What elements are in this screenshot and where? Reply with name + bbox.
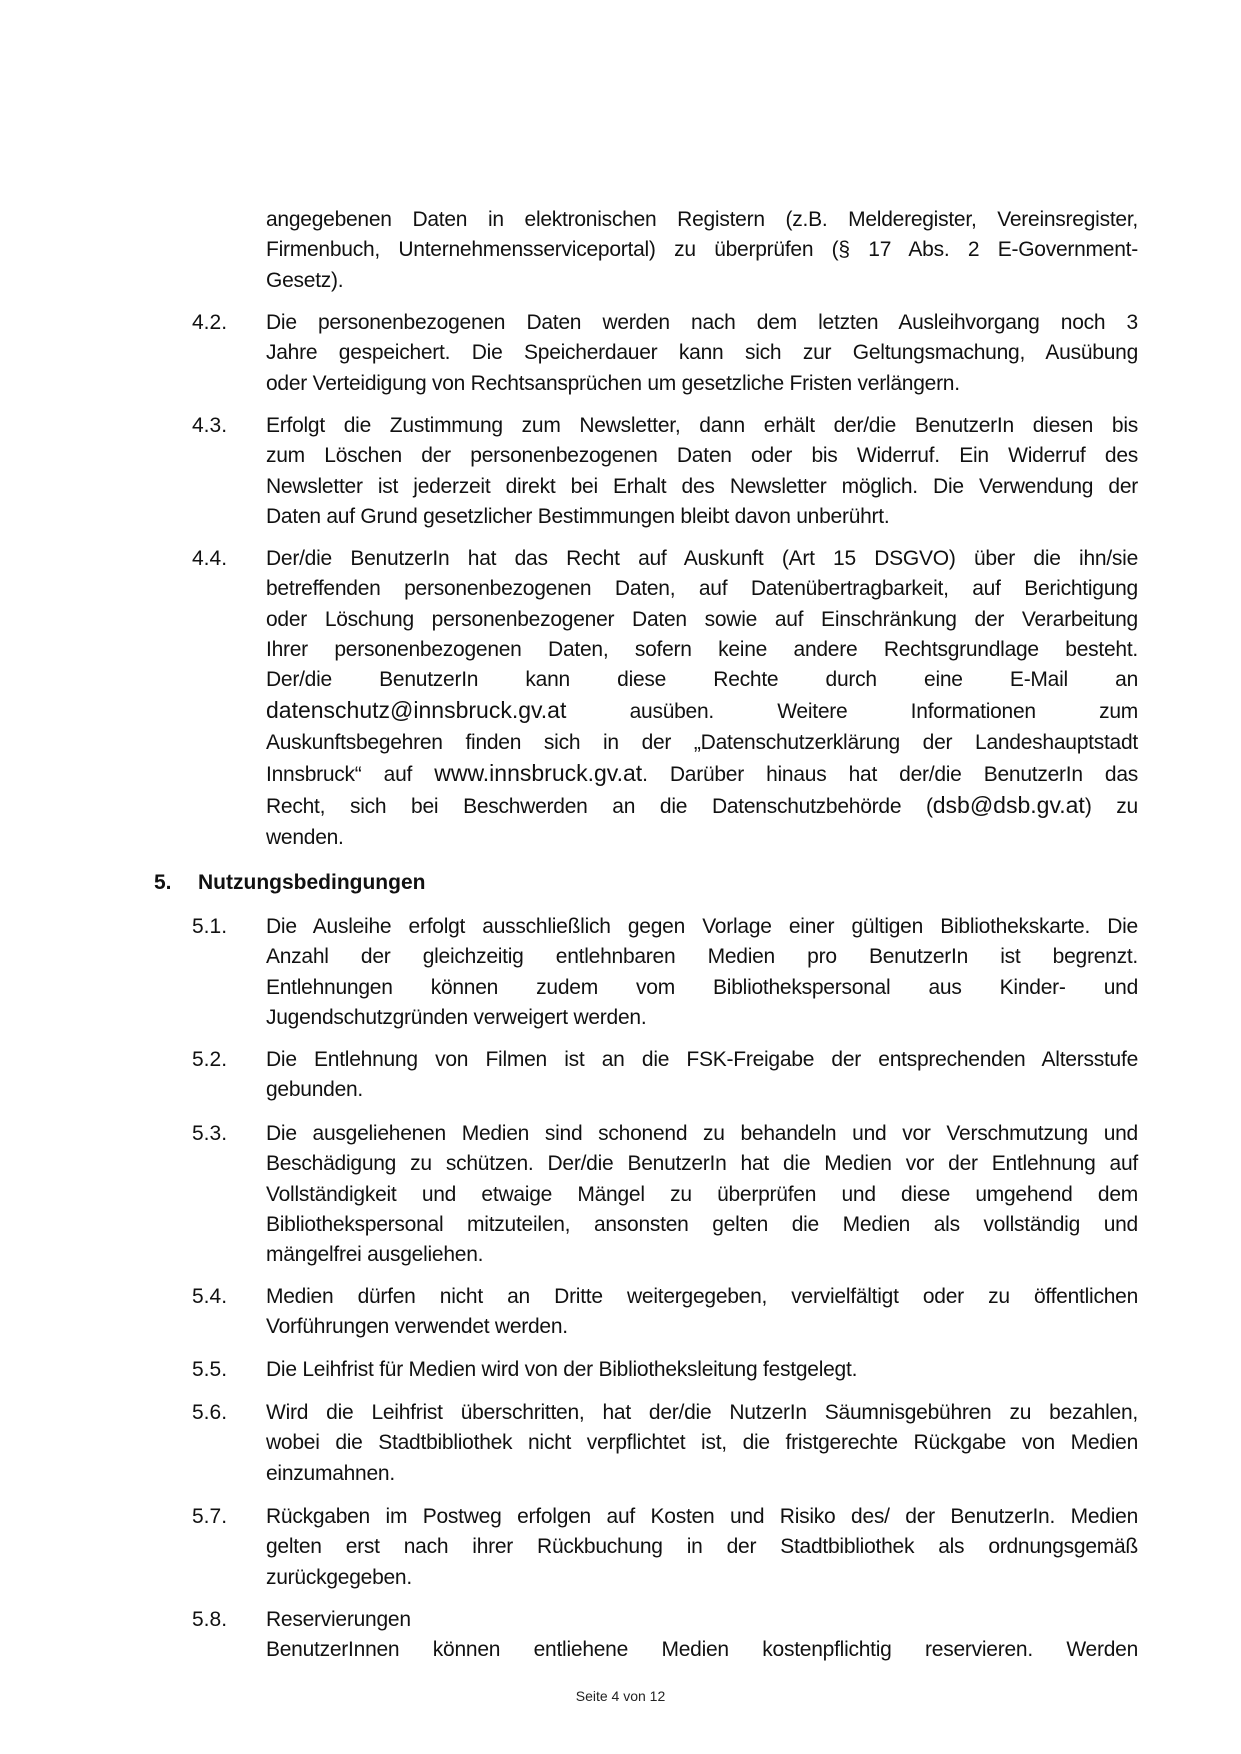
text-line [266,758,1138,790]
text-segment: mängelfrei ausgeliehen. [266,1243,484,1267]
text-line [266,441,1138,471]
text-segment: Erfolgt die Zustimmung zum Newsletter, dann erhält der/die BenutzerIn diesen bis [266,414,1138,437]
text-line [266,1282,1138,1312]
paragraph-lines [266,1045,1138,1106]
text-line [266,635,1138,665]
text-line [266,1428,1138,1458]
text-segment: Vollständigkeit und etwaige Mängel zu überprüfen und diese umgehend dem [266,1182,1138,1206]
text-segment: angegebenen Daten in elektronischen Registern (z.B. Melderegister, Vereinsregister, [266,208,1138,231]
text-line [266,1605,1138,1635]
text-segment: Auskunftsbegehren finden sich in der „Datenschutzerklärung der Landeshauptstadt [266,730,1138,754]
paragraph-lines [266,205,1138,296]
text-line [266,695,1138,727]
paragraph-lines [266,1605,1138,1666]
paragraph-number: 5.3. [192,1122,228,1145]
text-segment: Die ausgeliehenen Medien sind schonend zu behandeln und vor Verschmutzung und [266,1122,1138,1145]
text-line [266,1312,1138,1342]
text-line [266,912,1138,942]
paragraph-number: 5.8. [192,1608,228,1631]
text-segment: Jugendschutzgründen verweigert werden. [266,1005,647,1029]
text-line [266,1355,1138,1385]
text-line [266,1003,1138,1033]
text-segment: Die Leihfrist für Medien wird von der Bibliotheksleitung festgelegt. [266,1358,858,1381]
text-line [266,266,1138,296]
paragraph-number: 5.2. [192,1048,228,1071]
text-line [266,1532,1138,1562]
paragraph-number: 4.2. [192,311,228,334]
text-segment: oder Verteidigung von Rechtsansprüchen um gesetzliche Fristen verlängern. [266,371,960,395]
text-line [266,235,1138,265]
text-segment: wobei die Stadtbibliothek nicht verpflichtet ist, die fristgerechte Rückgabe von Medien [266,1431,1138,1455]
text-line [266,1119,1138,1149]
text-line [266,205,1138,235]
text-segment: Die Entlehnung von Filmen ist an die FSK-Freigabe der entsprechenden Altersstufe [266,1048,1138,1071]
paragraph-number: 4.3. [192,414,228,437]
page-footer: Seite 4 von 12 [575,1688,666,1704]
text-segment: Recht, sich bei Beschwerden an die Datenschutzbehörde ( [266,795,933,819]
link-text[interactable]: datenschutz@innsbruck.gv.at [266,697,567,724]
text-line [266,790,1138,822]
text-segment: ) zu [1084,795,1138,819]
link-text[interactable]: www.innsbruck.gv.at [434,760,643,787]
text-segment: Innsbruck“ auf [266,763,435,787]
text-segment: Beschädigung zu schützen. Der/die BenutzerIn hat die Medien vor der Entlehnung auf [266,1152,1138,1176]
paragraph-lines [266,1119,1138,1270]
text-segment: wenden. [266,825,344,849]
paragraph-lines [266,308,1138,399]
text-segment: oder Löschung personenbezogener Daten sowie auf Einschränkung der Verarbeitung [266,607,1138,631]
paragraph-number: 5.7. [192,1505,228,1528]
text-segment: ausüben. Weitere Informationen zum [566,700,1138,724]
text-line [266,1635,1138,1665]
text-line [266,1502,1138,1532]
text-line [266,1210,1138,1240]
text-segment: Firmenbuch, Unternehmensserviceportal) zu überprüfen (§ 17 Abs. 2 E-Government- [266,238,1138,262]
text-line [266,1563,1138,1593]
text-line [266,973,1138,1003]
text-line [266,338,1138,368]
text-segment: Bibliothekspersonal mitzuteilen, ansonsten gelten die Medien als vollständig und [266,1212,1138,1236]
text-segment: Entlehnungen können zudem vom Bibliothekspersonal aus Kinder- und [266,975,1138,999]
text-line [266,942,1138,972]
paragraph-lines [266,1282,1138,1343]
text-segment: Wird die Leihfrist überschritten, hat der/die NutzerIn Säumnisgebühren zu bezahlen, [266,1401,1138,1424]
paragraph-lines [266,912,1138,1033]
text-segment: Vorführungen verwendet werden. [266,1315,568,1339]
text-segment: Ihrer personenbezogenen Daten, sofern keine andere Rechtsgrundlage besteht. [266,637,1138,661]
text-line [266,605,1138,635]
text-segment: Jahre gespeichert. Die Speicherdauer kann sich zur Geltungsmachung, Ausübung [266,341,1138,365]
paragraph-lines [266,1355,1138,1385]
text-segment: Medien dürfen nicht an Dritte weitergegeben, vervielfältigt oder zu öffentlichen [266,1285,1138,1308]
paragraph-number: 5.1. [192,915,228,938]
paragraph-lines [266,1502,1138,1593]
text-line [266,1045,1138,1075]
text-line [266,823,1138,853]
text-line [266,411,1138,441]
paragraph-lines [266,411,1138,532]
text-segment: BenutzerInnen können entliehene Medien kostenpflichtig reservieren. Werden [266,1638,1138,1662]
text-segment: Daten auf Grund gesetzlicher Bestimmungen bleibt davon unberührt. [266,504,890,528]
text-segment: betreffenden personenbezogenen Daten, auf Datenübertragbarkeit, auf Berichtigung [266,577,1138,601]
text-segment: Reservierungen [266,1608,411,1631]
paragraph-number: 5.6. [192,1401,228,1424]
link-text[interactable]: dsb@dsb.gv.at [932,792,1085,819]
text-line [266,1180,1138,1210]
text-line [266,665,1138,695]
paragraph-number: 5.4. [192,1285,228,1308]
text-segment: gelten erst nach ihrer Rückbuchung in der Stadtbibliothek als ordnungsgemäß [266,1535,1138,1559]
text-segment: Die personenbezogenen Daten werden nach dem letzten Ausleihvorgang noch 3 [266,311,1138,334]
text-segment: gebunden. [266,1078,364,1102]
text-segment: Newsletter ist jederzeit direkt bei Erhalt des Newsletter möglich. Die Verwendung der [266,474,1138,498]
text-segment: Gesetz). [266,268,344,292]
text-segment: zurückgegeben. [266,1565,412,1589]
section-number: 5. [154,871,172,894]
text-segment: Der/die BenutzerIn hat das Recht auf Auskunft (Art 15 DSGVO) über die ihn/sie [266,547,1138,570]
text-segment: einzumahnen. [266,1461,395,1485]
text-segment: Der/die BenutzerIn kann diese Rechte durch eine E-Mail an [266,668,1138,692]
text-line [266,728,1138,758]
text-segment: zum Löschen der personenbezogenen Daten oder bis Widerruf. Ein Widerruf des [266,444,1138,468]
text-line [266,369,1138,399]
text-line [266,1149,1138,1179]
paragraph-number: 5.5. [192,1358,228,1381]
text-segment: Die Ausleihe erfolgt ausschließlich gegen Vorlage einer gültigen Bibliothekskarte. Die [266,915,1138,938]
paragraph-lines [266,1398,1138,1489]
text-line [266,1240,1138,1270]
paragraph-number: 4.4. [192,547,228,570]
text-line [266,544,1138,574]
text-line [266,574,1138,604]
section-title: Nutzungsbedingungen [198,871,426,894]
text-line [266,1398,1138,1428]
text-line [266,1075,1138,1105]
text-line [266,1459,1138,1489]
text-line [266,308,1138,338]
text-line [266,502,1138,532]
text-segment: Rückgaben im Postweg erfolgen auf Kosten und Risiko des/ der BenutzerIn. Medien [266,1505,1138,1528]
text-segment: . Darüber hinaus hat der/die BenutzerIn das [642,763,1139,787]
text-segment: Anzahl der gleichzeitig entlehnbaren Medien pro BenutzerIn ist begrenzt. [266,945,1138,969]
text-line [266,472,1138,502]
paragraph-lines [266,544,1138,853]
